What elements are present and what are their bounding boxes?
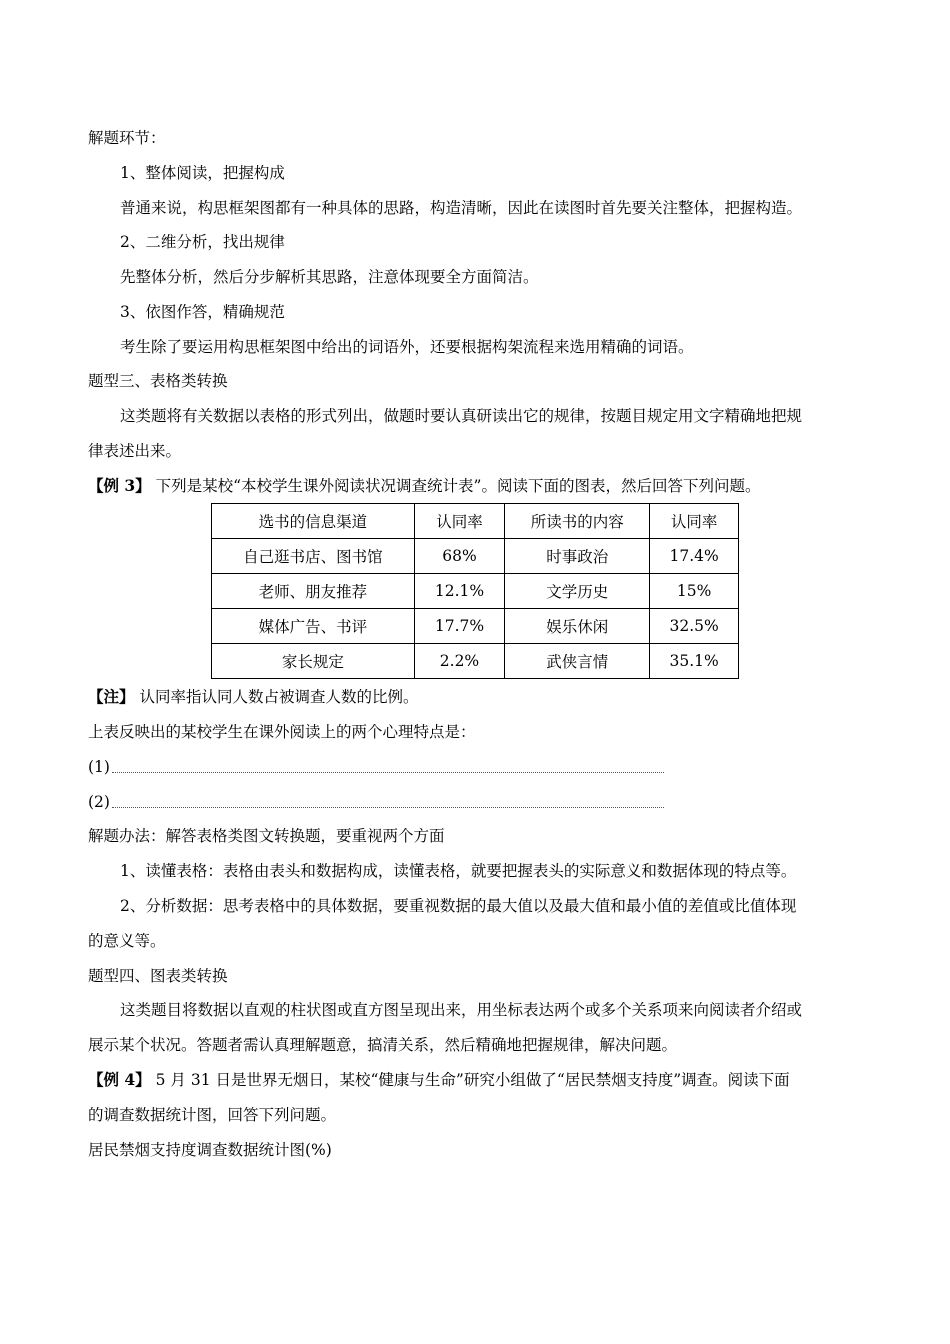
step1-body: 普通来说，构思框架图都有一种具体的思路，构造清晰，因此在读图时首先要关注整体，把握构造。 <box>120 199 803 217</box>
step2-title: 2、二维分析，找出规律 <box>120 233 285 251</box>
example4-text-line2: 的调查数据统计图，回答下列问题。 <box>88 1106 337 1124</box>
example3-question: 上表反映出的某校学生在课外阅读上的两个心理特点是： <box>88 723 476 741</box>
table-row <box>212 609 739 644</box>
method-point2-line1: 2、分析数据：思考表格中的具体数据，要重视数据的最大值以及最大值和最小值的差值或比值体现 <box>120 897 797 915</box>
table-cell: 35.1% <box>650 644 739 679</box>
table-header-cell: 认同率 <box>414 504 505 539</box>
table-cell: 17.7% <box>414 609 505 644</box>
step3-body: 考生除了要运用构思框架图中给出的词语外，还要根据构架流程来选用精确的词语。 <box>120 338 694 356</box>
method-heading: 解题办法：解答表格类图文转换题，要重视两个方面 <box>88 827 445 845</box>
table-cell: 68% <box>414 539 505 574</box>
table-cell: 时事政治 <box>505 539 650 574</box>
type3-heading: 题型三、表格类转换 <box>88 372 228 390</box>
type3-intro-line1: 这类题将有关数据以表格的形式列出，做题时要认真研读出它的规律，按题目规定用文字精确地把规 <box>120 407 803 425</box>
example3-text: 下列是某校“本校学生课外阅读状况调查统计表”。阅读下面的图表，然后回答下列问题。 <box>150 477 761 495</box>
example4-label: 【例 4】 <box>88 1070 151 1089</box>
table-header-cell: 认同率 <box>650 504 739 539</box>
example3-label: 【例 3】 <box>88 476 151 495</box>
table-cell: 媒体广告、书评 <box>212 609 415 644</box>
type4-intro-line2: 展示某个状况。答题者需认真理解题意，搞清关系，然后精确地把握规律，解决问题。 <box>88 1036 678 1054</box>
note-text: 认同率指认同人数占被调查人数的比例。 <box>134 688 419 706</box>
table-cell: 娱乐休闲 <box>505 609 650 644</box>
table-header-cell: 选书的信息渠道 <box>212 504 415 539</box>
note-label: 【注】 <box>88 687 135 706</box>
answer-blank-1[interactable] <box>112 772 664 773</box>
reading-survey-table <box>211 503 739 679</box>
table-cell: 17.4% <box>650 539 739 574</box>
example3-line <box>88 476 760 496</box>
answer-blank-2[interactable] <box>112 807 664 808</box>
example4-text-line1: 5 月 31 日是世界无烟日，某校“健康与生命”研究小组做了“居民禁烟支持度”调查。阅读下面 <box>150 1071 790 1089</box>
table-cell: 自己逛书店、图书馆 <box>212 539 415 574</box>
table-cell: 文学历史 <box>505 574 650 609</box>
table-row <box>212 574 739 609</box>
example4-line1 <box>88 1070 790 1090</box>
method-point1: 1、读懂表格：表格由表头和数据构成，读懂表格，就要把握表头的实际意义和数据体现的特点等。 <box>120 862 797 880</box>
type3-intro-line2: 律表述出来。 <box>88 442 182 460</box>
example4-chart-title: 居民禁烟支持度调查数据统计图(%) <box>88 1141 332 1159</box>
table-row <box>212 644 739 679</box>
table-header-row <box>212 504 739 539</box>
type4-heading: 题型四、图表类转换 <box>88 967 228 985</box>
step2-body: 先整体分析，然后分步解析其思路，注意体现要全方面简洁。 <box>120 268 539 286</box>
method-point2-line2: 的意义等。 <box>88 932 166 950</box>
step3-title: 3、依图作答，精确规范 <box>120 303 285 321</box>
type4-intro-line1: 这类题目将数据以直观的柱状图或直方图呈现出来，用坐标表达两个或多个关系项来向阅读者介绍或 <box>120 1001 803 1019</box>
table-cell: 12.1% <box>414 574 505 609</box>
table-cell: 家长规定 <box>212 644 415 679</box>
table-cell: 15% <box>650 574 739 609</box>
table-cell: 2.2% <box>414 644 505 679</box>
step1-title: 1、整体阅读，把握构成 <box>120 164 285 182</box>
answer-blank-1-label: (1) <box>88 758 110 776</box>
table-header-cell: 所读书的内容 <box>505 504 650 539</box>
table-cell: 老师、朋友推荐 <box>212 574 415 609</box>
answer-blank-2-label: (2) <box>88 793 110 811</box>
note-line <box>88 687 418 707</box>
table-row <box>212 539 739 574</box>
table-cell: 32.5% <box>650 609 739 644</box>
table-cell: 武侠言情 <box>505 644 650 679</box>
solving-steps-heading: 解题环节： <box>88 129 166 147</box>
